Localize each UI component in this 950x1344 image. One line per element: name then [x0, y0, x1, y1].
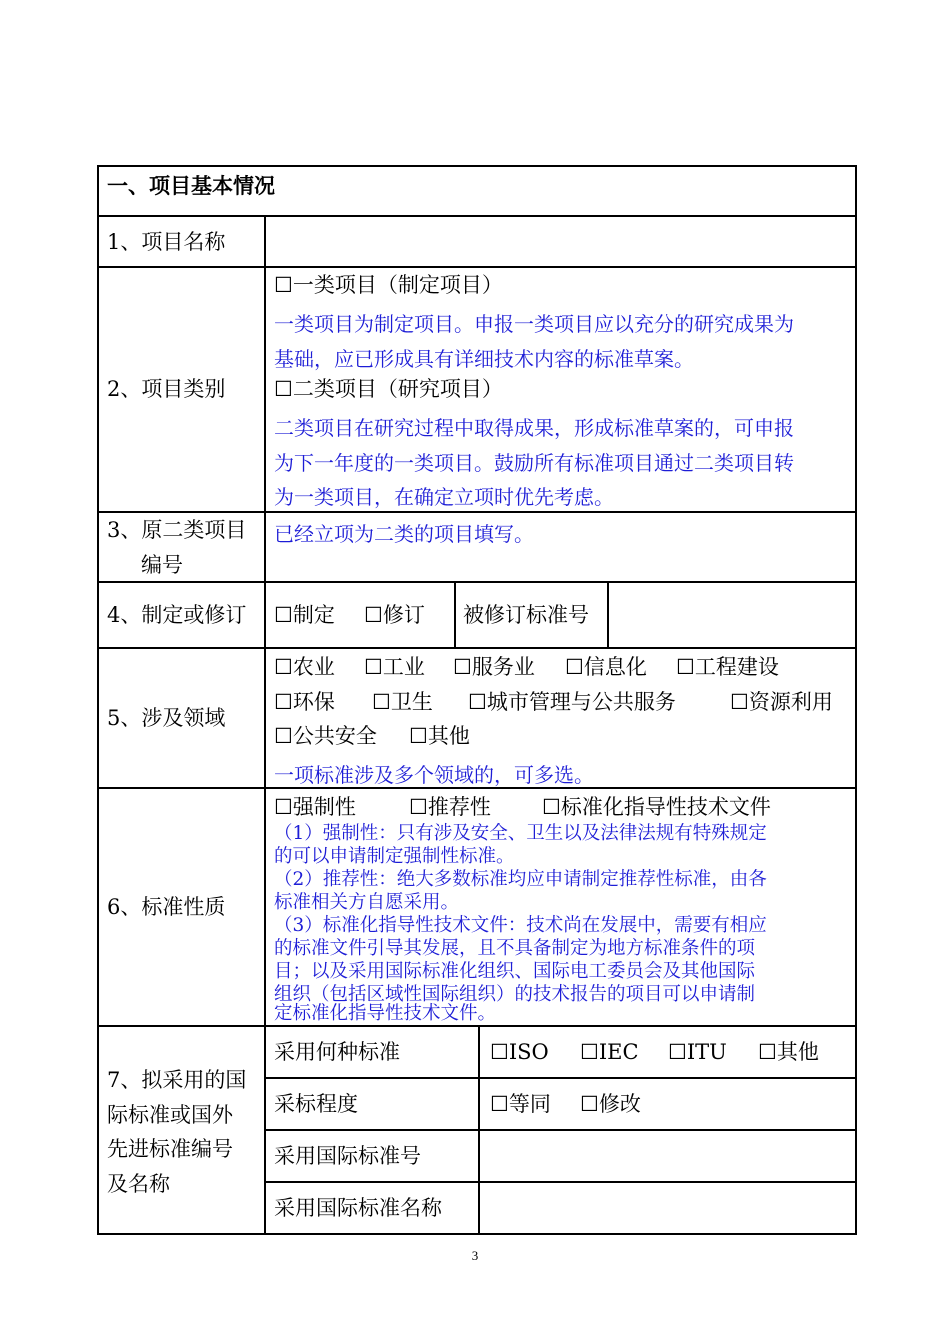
category-one-checkbox[interactable]: ☐一类项目（制定项目） — [274, 273, 503, 297]
row-divider — [97, 266, 857, 268]
international-standard-name-field[interactable] — [482, 1185, 854, 1231]
adoption-degree-label: 采标程度 — [274, 1092, 358, 1116]
standard-nature-note: （3）标准化指导性技术文件：技术尚在发展中，需要有相应 — [274, 915, 767, 936]
original-project-number-label: 3、原二类项目 — [107, 518, 247, 542]
project-category-label: 2、项目类别 — [107, 377, 226, 401]
field-checkbox-services[interactable]: ☐服务业 — [453, 655, 535, 679]
standard-nature-note: 的可以申请制定强制性标准。 — [274, 846, 515, 867]
standard-nature-note: （1）强制性：只有涉及安全、卫生以及法律法规有特殊规定 — [274, 823, 767, 844]
standard-type-checkbox-other[interactable]: ☐其他 — [758, 1040, 819, 1064]
category-two-checkbox[interactable]: ☐二类项目（研究项目） — [274, 377, 503, 401]
international-standard-name-label: 采用国际标准名称 — [274, 1196, 442, 1220]
adopted-standard-label: 及名称 — [107, 1172, 170, 1196]
adopted-standard-label: 先进标准编号 — [107, 1137, 233, 1161]
standard-type-label: 采用何种标准 — [274, 1040, 400, 1064]
category-one-note: 一类项目为制定项目。申报一类项目应以充分的研究成果为 — [274, 312, 794, 336]
standard-nature-note: （2）推荐性：绝大多数标准均应申请制定推荐性标准，由各 — [274, 869, 767, 890]
fields-involved-label: 5、涉及领域 — [107, 706, 226, 730]
field-checkbox-resource-use[interactable]: ☐资源利用 — [730, 690, 833, 714]
row-divider — [264, 1129, 857, 1131]
nature-checkbox-guidance-document[interactable]: ☐标准化指导性技术文件 — [542, 795, 771, 819]
original-project-number-note: 已经立项为二类的项目填写。 — [274, 522, 534, 546]
column-divider — [264, 215, 266, 1235]
field-checkbox-health[interactable]: ☐卫生 — [372, 690, 433, 714]
category-one-note: 基础，应已形成具有详细技术内容的标准草案。 — [274, 347, 694, 371]
standard-nature-label: 6、标准性质 — [107, 895, 226, 919]
adopted-standard-label: 7、拟采用的国 — [107, 1068, 247, 1092]
standard-nature-note: 标准相关方自愿采用。 — [274, 892, 460, 913]
category-two-note: 二类项目在研究过程中取得成果，形成标准草案的，可申报 — [274, 416, 794, 440]
row-divider — [97, 215, 857, 217]
page-number: 3 — [471, 1248, 479, 1263]
field-checkbox-informatization[interactable]: ☐信息化 — [565, 655, 647, 679]
project-name-label: 1、项目名称 — [107, 230, 226, 254]
international-standard-number-label: 采用国际标准号 — [274, 1144, 421, 1168]
field-checkbox-industry[interactable]: ☐工业 — [364, 655, 425, 679]
field-checkbox-urban-management[interactable]: ☐城市管理与公共服务 — [468, 690, 676, 714]
field-checkbox-environment[interactable]: ☐环保 — [274, 690, 335, 714]
revise-checkbox[interactable]: ☐修订 — [364, 603, 425, 627]
row-divider — [97, 581, 857, 583]
row-divider — [97, 647, 857, 649]
section-title: 一、项目基本情况 — [107, 173, 275, 198]
adoption-degree-checkbox-modified[interactable]: ☐修改 — [580, 1092, 641, 1116]
field-checkbox-public-safety[interactable]: ☐公共安全 — [274, 724, 377, 748]
row-divider — [97, 1025, 857, 1027]
column-divider — [478, 1025, 480, 1235]
standard-nature-note: 组织（包括区域性国际组织）的技术报告的项目可以申请制 — [274, 984, 756, 1005]
revised-standard-number-field[interactable] — [611, 585, 854, 645]
standard-type-checkbox-itu[interactable]: ☐ITU — [668, 1040, 727, 1064]
revised-standard-number-label: 被修订标准号 — [463, 603, 589, 627]
row-divider — [264, 1077, 857, 1079]
international-standard-number-field[interactable] — [482, 1133, 854, 1179]
standard-nature-note: 定标准化指导性技术文件。 — [274, 1003, 497, 1024]
standard-type-checkbox-iec[interactable]: ☐IEC — [580, 1040, 639, 1064]
standard-nature-note: 目；以及采用国际标准化组织、国际电工委员会及其他国际 — [274, 961, 756, 982]
adoption-degree-checkbox-identical[interactable]: ☐等同 — [490, 1092, 551, 1116]
make-checkbox[interactable]: ☐制定 — [274, 603, 335, 627]
category-two-note: 为下一年度的一类项目。鼓励所有标准项目通过二类项目转 — [274, 451, 794, 475]
column-divider — [607, 581, 609, 647]
row-divider — [264, 1181, 857, 1183]
project-name-field[interactable] — [268, 219, 854, 263]
adopted-standard-label: 际标准或国外 — [107, 1103, 233, 1127]
standard-nature-note: 的标准文件引导其发展，且不具备制定为地方标准条件的项 — [274, 938, 756, 959]
row-divider — [97, 511, 857, 513]
fields-involved-note: 一项标准涉及多个领域的，可多选。 — [274, 763, 594, 787]
make-or-revise-label: 4、制定或修订 — [107, 603, 247, 627]
original-project-number-label: 编号 — [141, 553, 183, 577]
category-two-note: 为一类项目，在确定立项时优先考虑。 — [274, 485, 614, 509]
nature-checkbox-mandatory[interactable]: ☐强制性 — [274, 795, 356, 819]
field-checkbox-engineering[interactable]: ☐工程建设 — [676, 655, 779, 679]
field-checkbox-agriculture[interactable]: ☐农业 — [274, 655, 335, 679]
column-divider — [454, 581, 456, 647]
standard-type-checkbox-iso[interactable]: ☐ISO — [490, 1040, 549, 1064]
nature-checkbox-recommended[interactable]: ☐推荐性 — [409, 795, 491, 819]
field-checkbox-other[interactable]: ☐其他 — [409, 724, 470, 748]
